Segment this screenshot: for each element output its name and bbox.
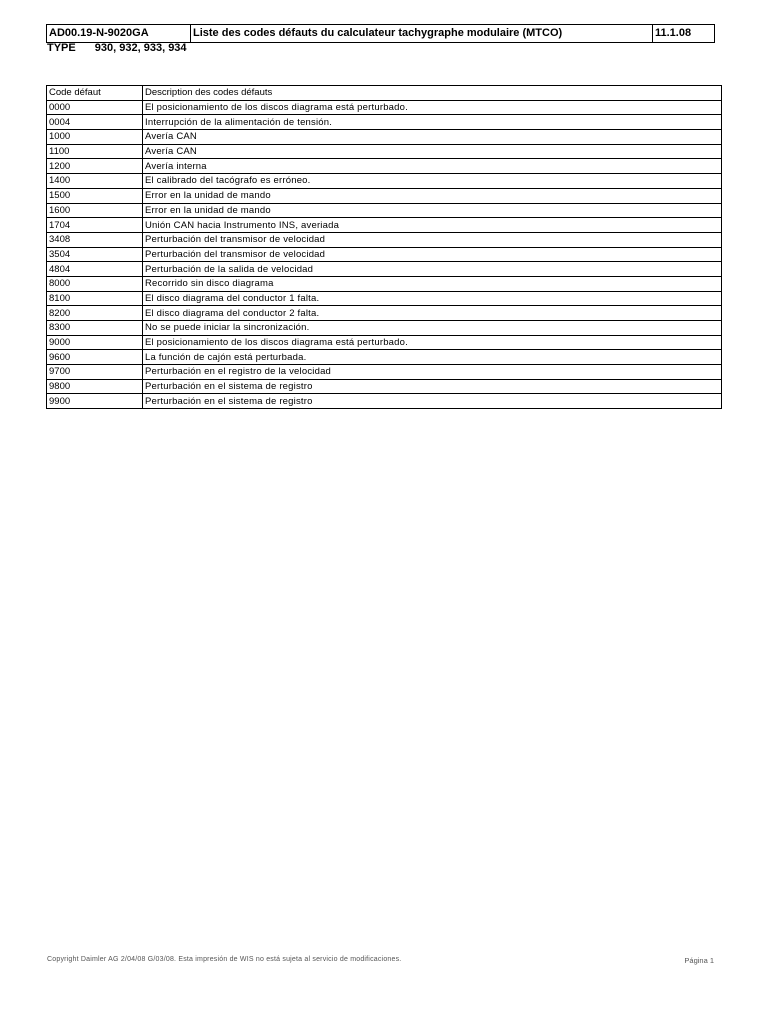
- table-row: [47, 306, 722, 321]
- fault-code: 1000: [47, 130, 143, 145]
- table-row: [47, 100, 722, 115]
- table-row: [47, 115, 722, 130]
- table-row: [47, 394, 722, 409]
- fault-code: 0004: [47, 115, 143, 130]
- table-row: [47, 335, 722, 350]
- fault-description: El calibrado del tacógrafo es erróneo.: [143, 174, 722, 189]
- table-row: [47, 262, 722, 277]
- fault-description: Unión CAN hacia Instrumento INS, averiada: [143, 218, 722, 233]
- document-date: 11.1.08: [653, 25, 715, 43]
- fault-code: 1500: [47, 188, 143, 203]
- table-row: [47, 159, 722, 174]
- table-row: [47, 321, 722, 336]
- fault-description: Error en la unidad de mando: [143, 203, 722, 218]
- fault-description: No se puede iniciar la sincronización.: [143, 321, 722, 336]
- table-row: [47, 188, 722, 203]
- document-id: AD00.19-N-9020GA: [47, 25, 191, 43]
- fault-description: Interrupción de la alimentación de tensión.: [143, 115, 722, 130]
- table-row: [47, 291, 722, 306]
- fault-code: 1600: [47, 203, 143, 218]
- fault-code: 9900: [47, 394, 143, 409]
- copyright-notice: Copyright Daimler AG 2/04/08 G/03/08. Esta impresión de WIS no está sujeta al servicio de modificaciones.: [47, 956, 402, 963]
- fault-code: 9000: [47, 335, 143, 350]
- table-row: [47, 247, 722, 262]
- table-row: [47, 232, 722, 247]
- vehicle-type-line: [47, 42, 187, 54]
- fault-description: El disco diagrama del conductor 1 falta.: [143, 291, 722, 306]
- table-row: [47, 174, 722, 189]
- document-header: [46, 24, 715, 43]
- table-row: [47, 130, 722, 145]
- fault-code: 4804: [47, 262, 143, 277]
- column-header-code: Code défaut: [47, 86, 143, 101]
- fault-description: Perturbación en el sistema de registro: [143, 394, 722, 409]
- fault-description: Perturbación de la salida de velocidad: [143, 262, 722, 277]
- table-row: [47, 350, 722, 365]
- fault-description: Avería interna: [143, 159, 722, 174]
- fault-code: 8200: [47, 306, 143, 321]
- fault-description: El disco diagrama del conductor 2 falta.: [143, 306, 722, 321]
- type-label: TYPE: [47, 42, 76, 54]
- fault-description: Perturbación en el registro de la velocidad: [143, 365, 722, 380]
- fault-description: El posicionamiento de los discos diagrama está perturbado.: [143, 335, 722, 350]
- table-header-row: [47, 86, 722, 101]
- fault-code: 9800: [47, 379, 143, 394]
- document-title: Liste des codes défauts du calculateur tachygraphe modulaire (MTCO): [191, 25, 653, 43]
- page-number: Página 1: [684, 956, 714, 965]
- fault-code: 3504: [47, 247, 143, 262]
- fault-code: 1200: [47, 159, 143, 174]
- fault-code: 0000: [47, 100, 143, 115]
- fault-description: Perturbación del transmisor de velocidad: [143, 247, 722, 262]
- fault-code: 9600: [47, 350, 143, 365]
- fault-description: Perturbación del transmisor de velocidad: [143, 232, 722, 247]
- column-header-description: Description des codes défauts: [143, 86, 722, 101]
- table-row: [47, 365, 722, 380]
- fault-code: 8300: [47, 321, 143, 336]
- table-row: [47, 203, 722, 218]
- fault-code: 1100: [47, 144, 143, 159]
- fault-description: Error en la unidad de mando: [143, 188, 722, 203]
- fault-code: 1704: [47, 218, 143, 233]
- fault-description: Avería CAN: [143, 130, 722, 145]
- fault-codes-table: [46, 85, 722, 409]
- table-row: [47, 276, 722, 291]
- fault-description: Perturbación en el sistema de registro: [143, 379, 722, 394]
- fault-description: Recorrido sin disco diagrama: [143, 276, 722, 291]
- fault-description: Avería CAN: [143, 144, 722, 159]
- fault-code: 1400: [47, 174, 143, 189]
- fault-code: 8000: [47, 276, 143, 291]
- table-row: [47, 379, 722, 394]
- table-row: [47, 144, 722, 159]
- fault-code: 9700: [47, 365, 143, 380]
- fault-description: La función de cajón está perturbada.: [143, 350, 722, 365]
- fault-code: 3408: [47, 232, 143, 247]
- fault-code: 8100: [47, 291, 143, 306]
- type-values: 930, 932, 933, 934: [94, 42, 187, 54]
- table-row: [47, 218, 722, 233]
- fault-description: El posicionamiento de los discos diagrama está perturbado.: [143, 100, 722, 115]
